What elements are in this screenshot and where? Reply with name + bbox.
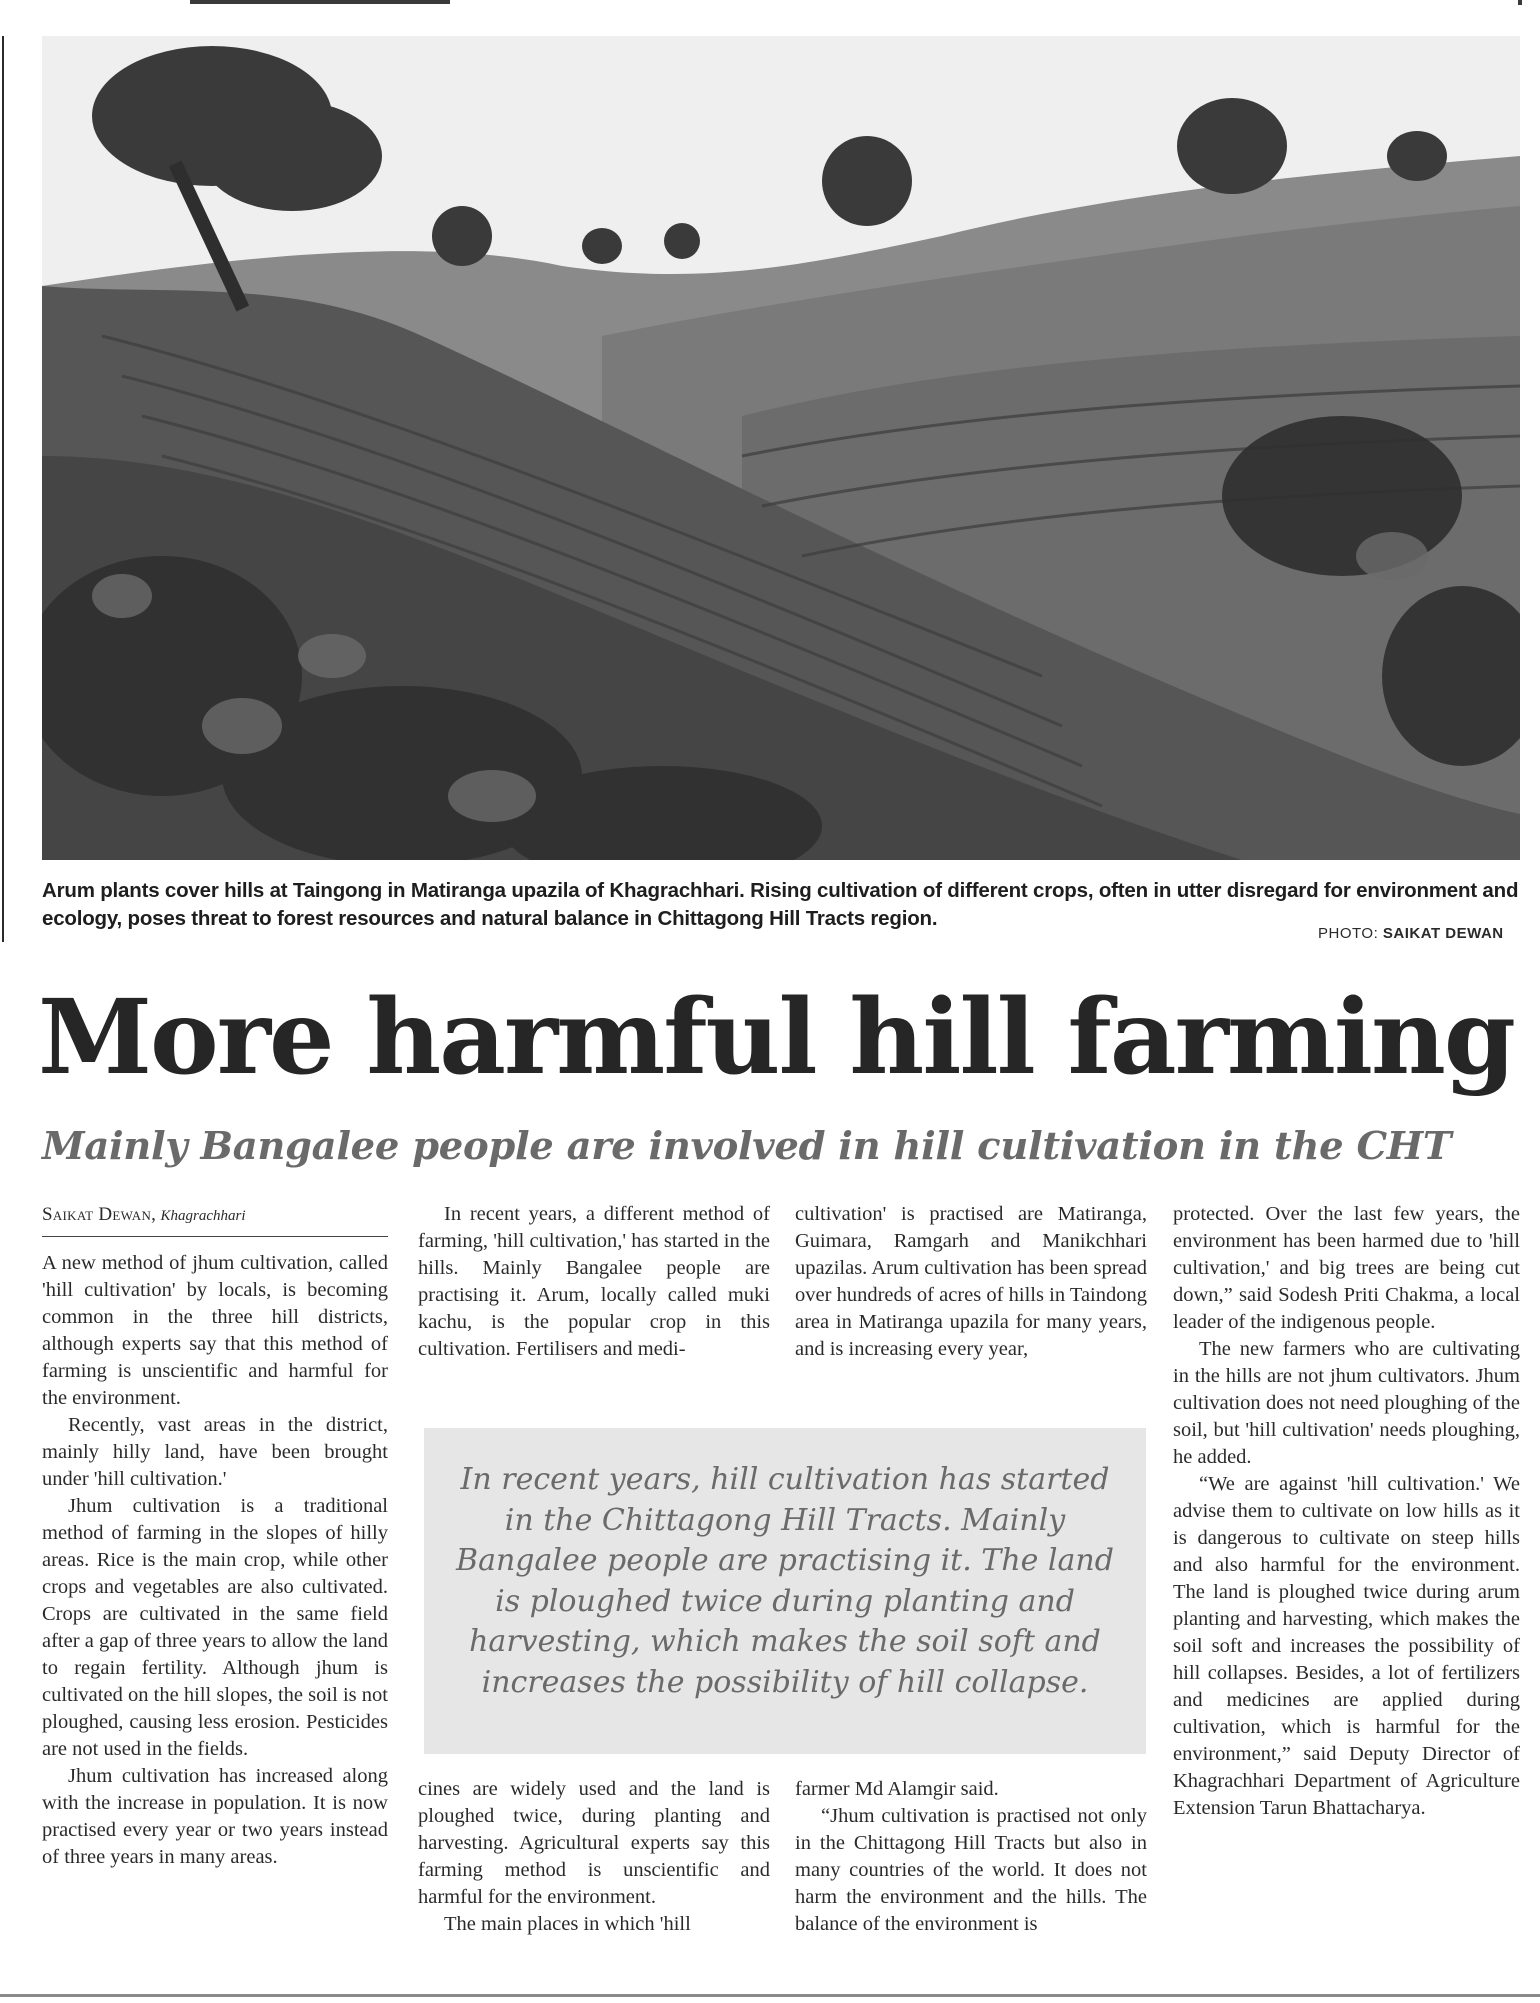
subheadline: Mainly Bangalee people are involved in hill cultivation in the CHT [42,1124,1452,1169]
paragraph: A new method of jhum cultivation, called 'hill cultivation' by locals, is becoming common in the three hill districts, although experts say that this method of farming is unscientific and harmful for the environment. [42,1252,388,1409]
top-rule-mark [1518,0,1522,5]
byline [42,1203,388,1237]
paragraph: Jhum cultivation has increased along with the increase in population. It is now practised every year or two years instead of three years in many areas. [42,1765,388,1868]
photo-credit-label: PHOTO: [1318,925,1379,942]
headline: More harmful hill farming [38,977,1514,1098]
paragraph: “Jhum cultivation is practised not only in the Chittagong Hill Tracts but also in many countries of the world. It does not harm the environment and the hills. The balance of the environment is [795,1805,1147,1935]
paragraph: Jhum cultivation is a traditional method of farming in the slopes of hilly areas. Rice is the main crop, while other crops and vegetables are also cultivated. Crops are cultivated in the same field after a gap of three years to allow the land to regain fertility. Although jhum is cultivated on the hill slopes, the soil is not ploughed, causing less erosion. Pesticides are not used in the fields. [42,1495,388,1760]
hill-farming-photo [42,36,1520,860]
paragraph: The main places in which 'hill [444,1913,691,1935]
byline-name: Saikat Dewan, [42,1204,157,1225]
paragraph: Recently, vast areas in the district, mainly hilly land, have been brought under 'hill cultivation.' [42,1414,388,1490]
paragraph: “We are against 'hill cultivation.' We advise them to cultivate on low hills as it is dangerous to cultivate on steep hills and also harmful for the environment. The land is ploughed twice during arum planting and harvesting, which makes the soil soft and increases the possibility of hill collapses. Besides, a lot of fertilizers and medicines are applied during cultivation, which is harmful for the environment,” said Deputy Director of Khagrachhari Department of Agriculture Extension Tarun Bhattacharya. [1173,1473,1520,1819]
left-margin-rule [2,36,4,942]
photo-credit [1318,925,1504,942]
top-rule [190,0,450,4]
paragraph: In recent years, a different method of farming, 'hill cultivation,' has started in the hills. Mainly Bangalee people are practising it. Arum, locally called muki kachu, is the popular crop in this cultivation. Fertilisers and medi- [418,1203,770,1360]
paragraph: protected. Over the last few years, the environment has been harmed due to 'hill cultivation,' and big trees are being cut down,” said Sodesh Priti Chakma, a local leader of the indigenous people. [1173,1203,1520,1333]
column-2-bottom [418,1776,770,1938]
pull-quote [424,1428,1146,1754]
column-1 [42,1250,388,1871]
column-3-top [795,1201,1147,1363]
column-4 [1173,1201,1520,1822]
paragraph: cultivation' is practised are Matiranga, Guimara, Ramgarh and Manikchhari upazilas. Arum cultivation has been spread over hundreds of acres of hills in Taindong area in Matiranga upazila for many years, and is increasing every year, [795,1203,1147,1360]
byline-location: Khagrachhari [160,1208,246,1224]
paragraph: farmer Md Alamgir said. [795,1778,999,1800]
photo-caption: Arum plants cover hills at Taingong in Matiranga upazila of Khagrachhari. Rising cultivation of different crops, often in utter disregard for environment and ecology, poses threat to forest resources and natural balance in Chittagong Hill Tracts region. [42,879,1519,930]
pull-quote-text: In recent years, hill cultivation has started in the Chittagong Hill Tracts. Mainly Bangalee people are practising it. The land is ploughed twice during planting and harvesting, which makes the soil soft and increases the possibility of hill collapse. [456,1462,1114,1700]
column-2-top [418,1201,770,1363]
bottom-rule [0,1994,1540,1997]
photo-credit-name: SAIKAT DEWAN [1382,925,1504,942]
paragraph: The new farmers who are cultivating in the hills are not jhum cultivators. Jhum cultivation does not need ploughing of the soil, but 'hill cultivation' needs ploughing, he added. [1173,1338,1520,1468]
paragraph: cines are widely used and the land is ploughed twice, during planting and harvesting. Agricultural experts say this farming method is unscientific and harmful for the environment. [418,1778,770,1908]
column-3-bottom [795,1776,1147,1938]
